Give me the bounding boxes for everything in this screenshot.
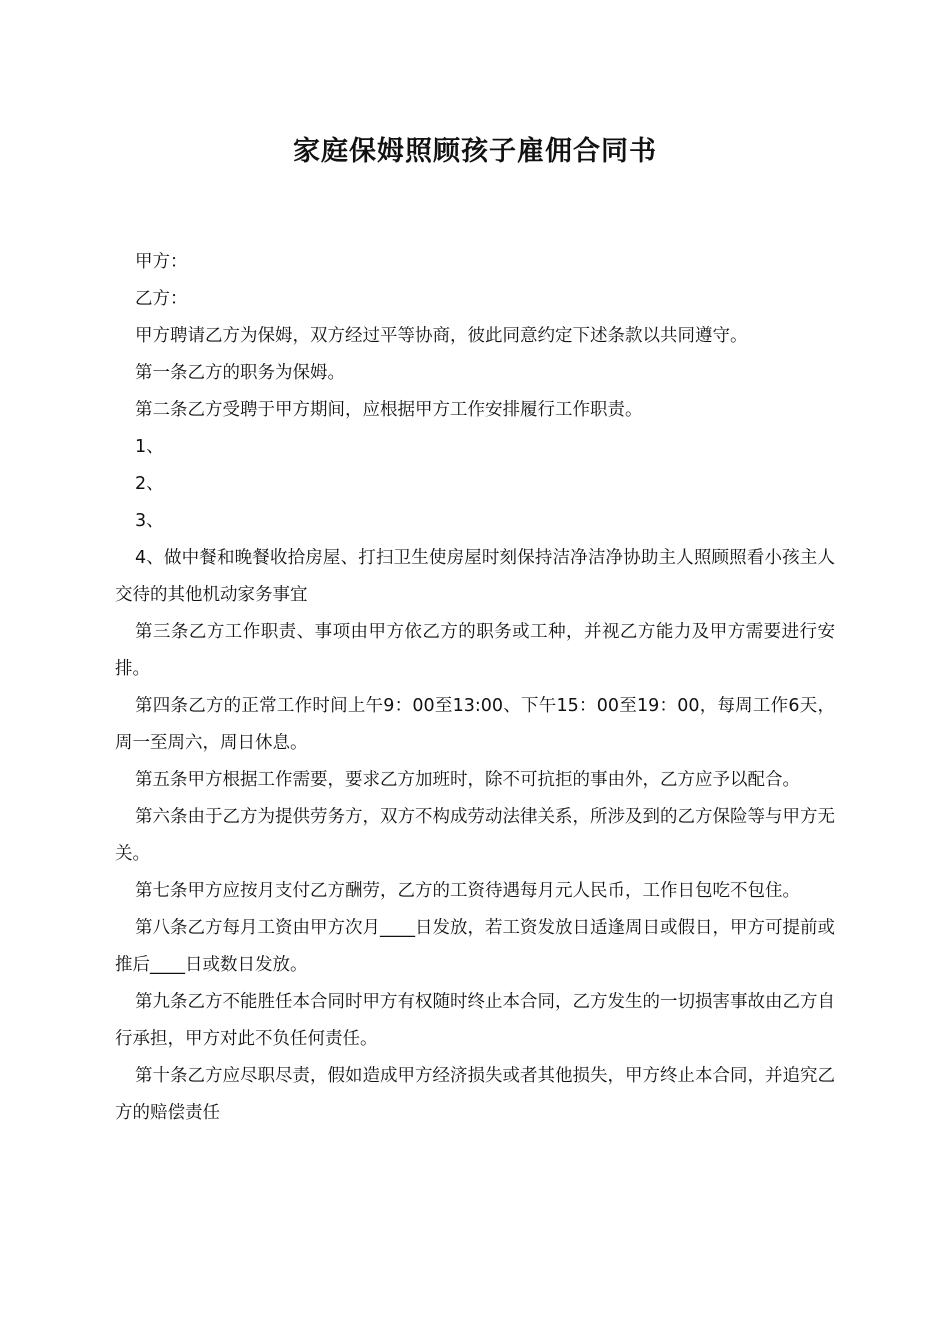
paragraph-article-5: 第五条甲方根据工作需要，要求乙方加班时，除不可抗拒的事由外，乙方应予以配合。 (135, 770, 800, 790)
paragraph-item-1: 1、 (135, 437, 164, 457)
paragraph-item-2: 2、 (135, 474, 164, 494)
paragraph-article-6: 第六条由于乙方为提供劳务方，双方不构成劳动法律关系，所涉及到的乙方保险等与甲方无关。 (115, 807, 835, 864)
document-body (115, 244, 835, 1132)
document-title: 家庭保姆照顾孩子雇佣合同书 (293, 136, 657, 167)
paragraph-article-3: 第三条乙方工作职责、事项由甲方依乙方的职务或工种，并视乙方能力及甲方需要进行安排。 (115, 622, 835, 679)
paragraph-item-4: 4、做中餐和晚餐收拾房屋、打扫卫生使房屋时刻保持洁净洁净协助主人照顾照看小孩主人交待的其他机动家务事宜 (115, 548, 835, 605)
paragraph-article-7: 第七条甲方应按月支付乙方酬劳，乙方的工资待遇每月元人民币，工作日包吃不包住。 (135, 881, 800, 901)
paragraph-article-1: 第一条乙方的职务为保姆。 (135, 363, 345, 383)
paragraph-article-10: 第十条乙方应尽职尽责，假如造成甲方经济损失或者其他损失，甲方终止本合同，并追究乙方的赔偿责任 (115, 1066, 835, 1123)
paragraph-party-b: 乙方： (135, 289, 188, 309)
paragraph-article-8: 第八条乙方每月工资由甲方次月____日发放，若工资发放日适逢周日或假日，甲方可提前或推后____日或数日发放。 (115, 918, 835, 975)
paragraph-article-9: 第九条乙方不能胜任本合同时甲方有权随时终止本合同，乙方发生的一切损害事故由乙方自行承担，甲方对此不负任何责任。 (115, 992, 835, 1049)
paragraph-article-4: 第四条乙方的正常工作时间上午9：00至13:00、下午15：00至19：00，每周工作6天，周一至周六，周日休息。 (115, 696, 835, 753)
paragraph-article-2: 第二条乙方受聘于甲方期间，应根据甲方工作安排履行工作职责。 (135, 400, 643, 420)
paragraph-intro: 甲方聘请乙方为保姆，双方经过平等协商，彼此同意约定下述条款以共同遵守。 (135, 326, 748, 346)
paragraph-item-3: 3、 (135, 511, 164, 531)
paragraph-party-a: 甲方： (135, 252, 188, 272)
